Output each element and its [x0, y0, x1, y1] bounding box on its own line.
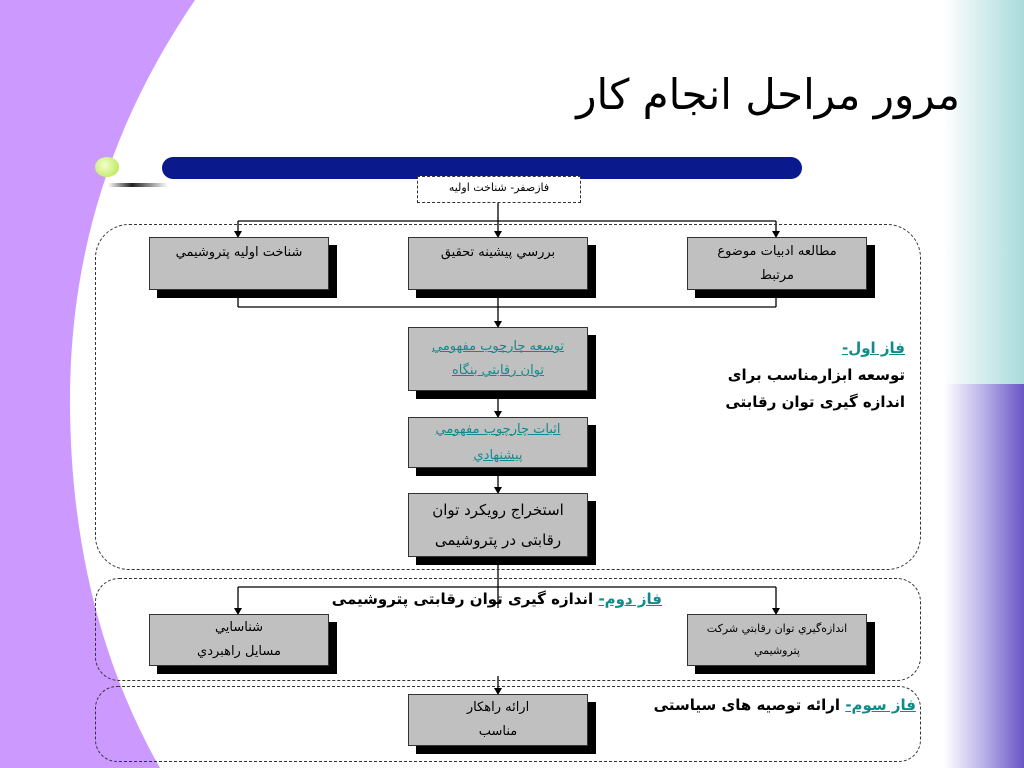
- slide-title: مرور مراحل انجام كار: [576, 70, 960, 119]
- framework-development-line2[interactable]: توان رقابتي بنگاه: [451, 363, 545, 378]
- framework-development-line1[interactable]: توسعه چارچوب مفهومي: [431, 339, 565, 354]
- approach-extraction-line1: استخراج رويکرد توان: [432, 501, 564, 519]
- solution-line2: مناسب: [478, 724, 518, 739]
- lit-review-box: [687, 237, 867, 290]
- phase3-description: ارائه توصیه های سياستی: [653, 696, 841, 714]
- solution-box: [408, 694, 588, 746]
- measure-company-box: [687, 614, 867, 666]
- phase1-text: [725, 335, 905, 416]
- research-background-line1: بررسي پيشينه تحقيق: [440, 245, 556, 260]
- petro-knowledge-line1: شناخت اوليه پتروشيمي: [175, 245, 303, 260]
- petro-knowledge-box: [149, 237, 329, 290]
- phase0-box: فازصفر- شناخت اوليه: [417, 176, 581, 203]
- measure-company-line2: پتروشيمي: [754, 644, 800, 657]
- framework-proof-line1[interactable]: اثبات چارچوب مفهومي: [435, 421, 561, 437]
- phase1-header[interactable]: فاز اول-: [841, 339, 905, 357]
- measure-company-line1: اندازه‌گيري توان رقابتي شركت: [706, 622, 848, 635]
- approach-extraction-line2: رقابتی در پتروشیمی: [434, 531, 562, 549]
- phase1-line1: توسعه ابزارمناسب برای: [727, 366, 905, 384]
- lit-review-line2: مرتبط: [759, 267, 795, 283]
- bullet-shadow: [108, 183, 168, 187]
- lit-review-line1: مطالعه ادبيات موضوع: [717, 243, 837, 259]
- phase3-header[interactable]: فاز سوم-: [845, 696, 916, 714]
- strategic-issues-line1: شناسايي: [214, 620, 264, 635]
- phase1-line2: اندازه گیری توان رقابتی: [725, 393, 905, 411]
- phase2-header[interactable]: فاز دوم-: [598, 590, 662, 608]
- green-bullet-icon: [95, 157, 119, 177]
- phase2-description: اندازه گیری توان رقابتی پتروشیمی: [331, 590, 594, 608]
- phase2-text: [332, 586, 662, 613]
- research-background-box: [408, 237, 588, 290]
- strategic-issues-box: [149, 614, 329, 666]
- framework-proof-line2[interactable]: پيشنهادي: [473, 447, 523, 463]
- approach-extraction-box: [408, 493, 588, 557]
- framework-development-box[interactable]: [408, 327, 588, 391]
- framework-proof-box[interactable]: [408, 417, 588, 468]
- phase3-text: [654, 692, 916, 719]
- right-purple-strip: [944, 384, 1024, 768]
- solution-line1: ارائه راهكار: [466, 700, 530, 715]
- strategic-issues-line2: مسايل راهبردي: [197, 644, 281, 659]
- right-teal-strip: [944, 0, 1024, 384]
